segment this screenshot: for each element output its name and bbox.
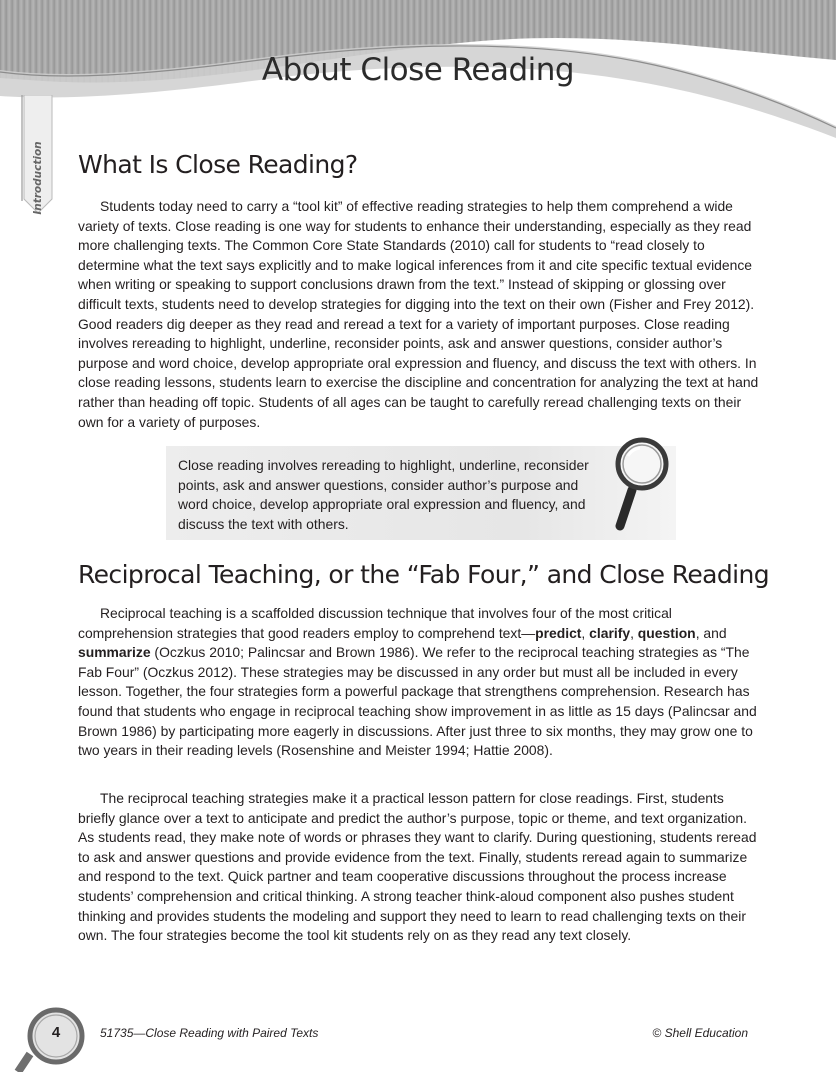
strategy-summarize: summarize — [78, 644, 151, 661]
page-title: About Close Reading — [261, 52, 575, 88]
footer-book-info: 51735—Close Reading with Paired Texts — [100, 1026, 319, 1040]
para-rest-text: (Oczkus 2010; Palincsar and Brown 1986). We refer to the reciprocal teaching strategies as “The Fab Four” (Oczkus 2012). These strategies may be discussed in any order but must all be included in every lesson. Together, the four strategies form a powerful package that strengthens comprehension. Research has found that students who engage in reciprocal teaching show improvement in as little as 15 days (Palincsar and Brown 1986) by participating more eagerly in discussions. After just three to six months, they may grow one to two years in their reading levels (Rosenshine and Meister 1994; Hattie 2008). — [78, 644, 757, 759]
page-number: 4 — [51, 1024, 61, 1041]
separator-comma-2: , — [630, 624, 638, 641]
section-tab-label: Introduction — [32, 141, 44, 215]
separator-comma-1: , — [581, 624, 590, 641]
paragraph-reciprocal-teaching — [78, 604, 762, 761]
strategy-clarify: clarify — [589, 624, 631, 641]
strategy-question: question — [637, 624, 696, 641]
section-heading-reciprocal-teaching: Reciprocal Teaching, or the “Fab Four,” and Close Reading — [78, 560, 769, 589]
separator-and: , and — [695, 624, 727, 641]
strategy-predict: predict — [535, 624, 582, 641]
section-side-tab — [0, 95, 60, 215]
callout-text: Close reading involves rereading to highlight, underline, reconsider points, ask and answer questions, consider author’s purpose and word choice, develop appropriate oral expression and fluency, and discuss the text with others. — [178, 457, 589, 532]
footer-copyright: © Shell Education — [652, 1026, 748, 1040]
paragraph-lesson-pattern: The reciprocal teaching strategies make it a practical lesson pattern for close readings. First, students briefly glance over a text to anticipate and predict the author’s purpose, topic or theme, and text organization. As students read, they make note of words or phrases they want to clarify. During questioning, students reread to ask and answer questions and provide evidence from the text. Finally, students reread again to summarize and respond to the text. Quick partner and team cooperative discussions throughout the process increase students’ comprehension and critical thinking. A strong teacher think-aloud component also pushes student thinking and provides students the modeling and support they need to learn to read challenging texts on their own. The four strategies become the tool kit students rely on as they read any text closely. — [78, 790, 757, 944]
section-heading-close-reading: What Is Close Reading? — [78, 150, 358, 179]
paragraph-close-reading: Students today need to carry a “tool kit” of effective reading strategies to help them comprehend a wide variety of texts. Close reading is one way for students to enhance their understanding, especially as they read more challenging texts. The Common Core State Standards (2010) call for students to “read closely to determine what the text says explicitly and to make logical inferences from it and cite specific textual evidence when writing or speaking to support conclusions drawn from the text.” Instead of skipping or glossing over difficult texts, students need to develop strategies for digging into the text on their own (Fisher and Frey 2012). Good readers dig deeper as they read and reread a text for a variety of important purposes. Close reading involves rereading to highlight, underline, reconsider points, ask and answer questions, consider author’s purpose and word choice, develop appropriate oral expression and fluency, and discuss the text with others. In close reading lessons, students learn to exercise the discipline and concentration for analyzing the text at hand rather than heading off topic. Students of all ages can be taught to carefully reread challenging texts on their own for a variety of purposes. — [78, 198, 759, 430]
para-intro-text: Reciprocal teaching is a scaffolded discussion technique that involves four of the most critical comprehension strategies that good readers employ to comprehend text— — [78, 605, 672, 641]
magnifying-glass-icon — [606, 436, 676, 532]
